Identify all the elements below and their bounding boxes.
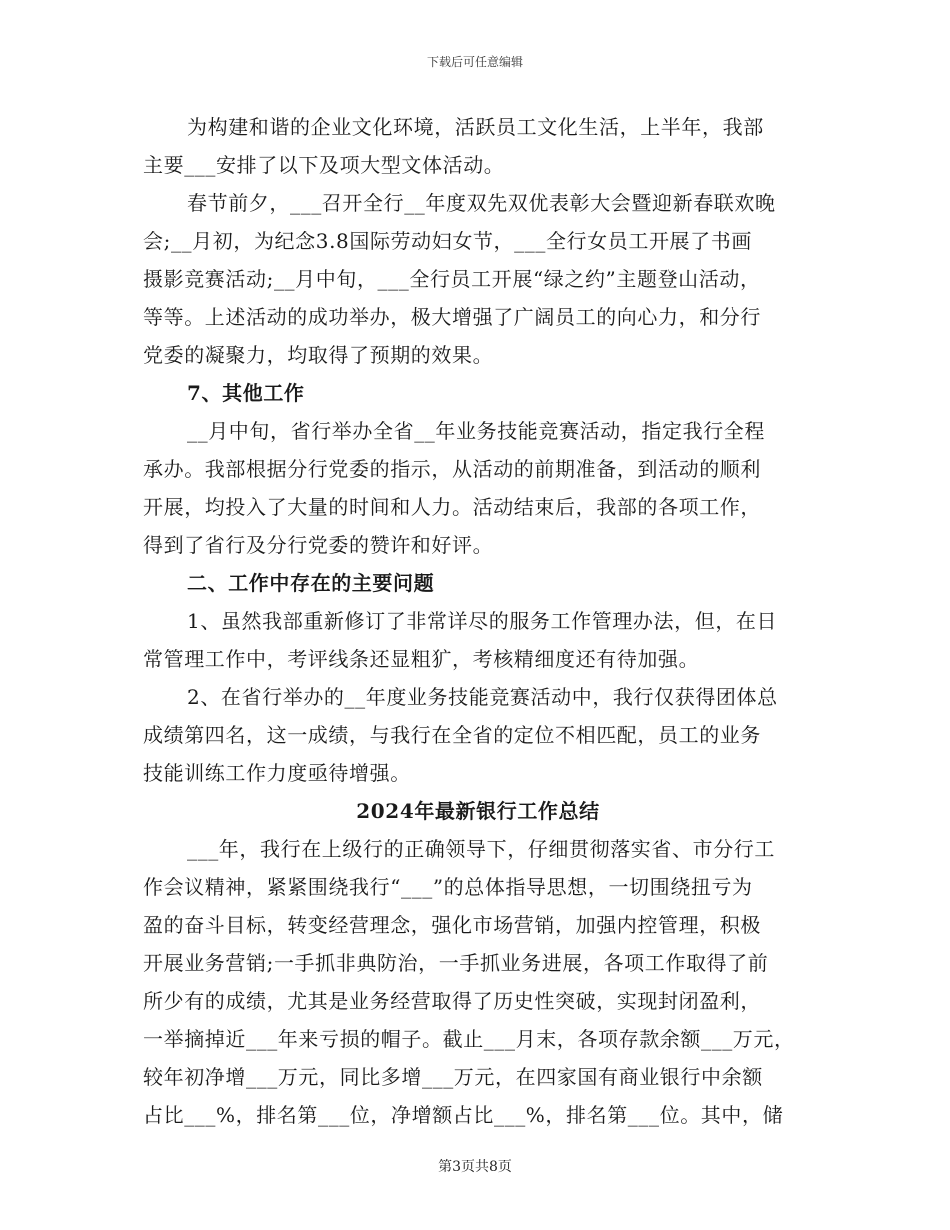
paragraph-line: 会;__月初，为纪念3.8国际劳动妇女节，___全行女员工开展了书画 xyxy=(143,229,752,253)
section-heading: 7、其他工作 xyxy=(187,381,305,405)
paragraph-line: 所少有的成绩，尤其是业务经营取得了历史性突破，实现封闭盈利， xyxy=(143,989,761,1013)
document-body xyxy=(143,108,813,1134)
paragraph-line: 为构建和谐的企业文化环境，活跃员工文化生活，上半年，我部 xyxy=(187,115,764,139)
paragraph-line: 较年初净增___万元，同比多增___万元，在四家国有商业银行中余额 xyxy=(143,1065,763,1089)
paragraph-line: 技能训练工作力度亟待增强。 xyxy=(143,761,411,785)
document-title: 2024年最新银行工作总结 xyxy=(356,799,600,823)
paragraph-line: 党委的凝聚力，均取得了预期的效果。 xyxy=(143,343,494,367)
paragraph-line: 承办。我部根据分行党委的指示，从活动的前期准备，到活动的顺利 xyxy=(143,457,761,481)
paragraph-line: 主要___安排了以下及项大型文体活动。 xyxy=(143,153,505,177)
paragraph-line: 1、虽然我部重新修订了非常详尽的服务工作管理办法，但，在日 xyxy=(187,609,778,633)
paragraph-line: 成绩第四名，这一成绩，与我行在全省的定位不相匹配，员工的业务 xyxy=(143,723,761,747)
paragraph-line: 占比___%，排名第___位，净增额占比___%，排名第___位。其中，储 xyxy=(143,1103,784,1127)
paragraph-line: 开展业务营销;一手抓非典防治，一手抓业务进展，各项工作取得了前 xyxy=(143,951,769,975)
section-heading: 二、工作中存在的主要问题 xyxy=(187,571,435,595)
paragraph-line: 盈的奋斗目标，转变经营理念，强化市场营销，加强内控管理，积极 xyxy=(143,913,761,937)
paragraph-line: 2、在省行举办的__年度业务技能竞赛活动中，我行仅获得团体总 xyxy=(187,685,778,709)
paragraph-line: 等等。上述活动的成功举办，极大增强了广阔员工的向心力，和分行 xyxy=(143,305,761,329)
paragraph-line: 一举摘掉近___年来亏损的帽子。截止___月末，各项存款余额___万元， xyxy=(143,1027,795,1051)
paragraph-line: 春节前夕，___召开全行__年度双先双优表彰大会暨迎新春联欢晚 xyxy=(187,191,776,215)
paragraph-line: 常管理工作中，考评线条还显粗犷，考核精细度还有待加强。 xyxy=(143,647,700,671)
paragraph-line: 得到了省行及分行党委的赞许和好评。 xyxy=(143,533,494,557)
paragraph-line: 开展，均投入了大量的时间和人力。活动结束后，我部的各项工作， xyxy=(143,495,761,519)
paragraph-line: 作会议精神，紧紧围绕我行“___”的总体指导思想，一切围绕扭亏为 xyxy=(143,875,753,899)
page-number: 第3页共8页 xyxy=(438,1159,512,1175)
paragraph-line: 摄影竞赛活动;__月中旬，___全行员工开展“绿之约”主题登山活动， xyxy=(143,267,761,291)
paragraph-line: ___年，我行在上级行的正确领导下，仔细贯彻落实省、市分行工 xyxy=(187,837,775,861)
paragraph-line: __月中旬，省行举办全省__年业务技能竞赛活动，指定我行全程 xyxy=(187,419,765,443)
page-header: 下载后可任意编辑 xyxy=(426,55,523,69)
